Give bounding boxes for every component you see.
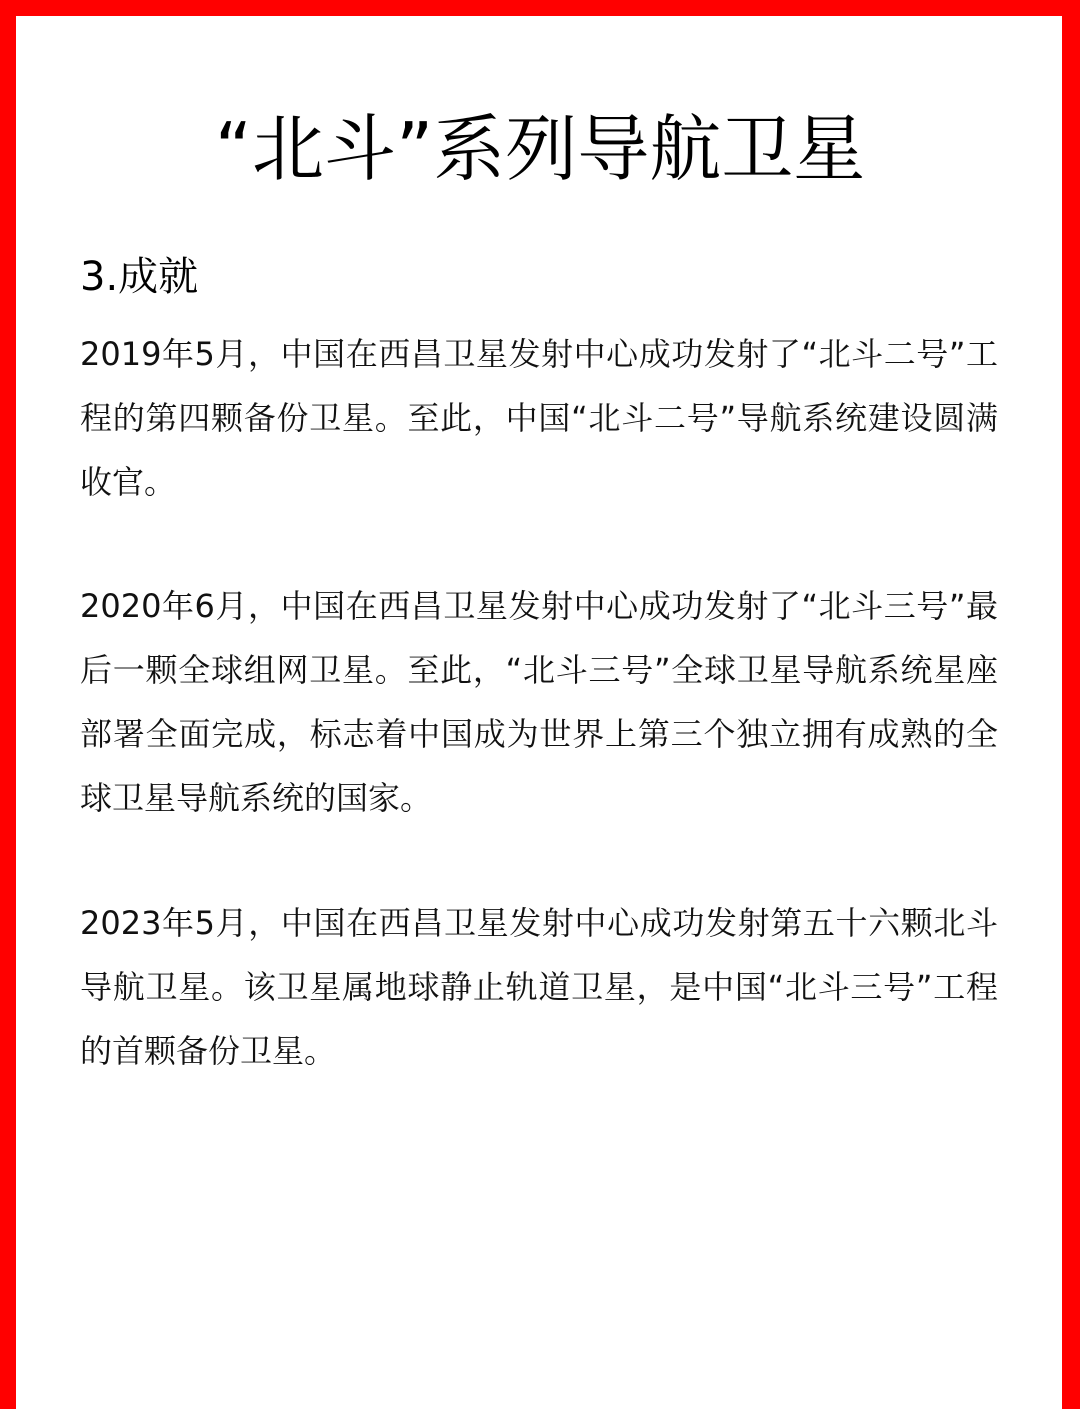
section-heading — [80, 250, 200, 304]
paragraph-2023: 2023年5月，中国在西昌卫星发射中心成功发射第五十六颗北斗导航卫星。该卫星属地球静止轨道卫星，是中国“北斗三号”工程的首颗备份卫星。 — [80, 904, 998, 1070]
heading-highlight — [80, 250, 200, 304]
paragraph-2020: 2020年6月，中国在西昌卫星发射中心成功发射了“北斗三号”最后一颗全球组网卫星。至此，“北斗三号”全球卫星导航系统星座部署全面完成，标志着中国成为世界上第三个独立拥有成熟的全球卫星导航系统的国家。 — [80, 587, 998, 817]
paragraph-2019: 2019年5月，中国在西昌卫星发射中心成功发射了“北斗二号”工程的第四颗备份卫星。至此，中国“北斗二号”导航系统建设圆满收官。 — [80, 335, 998, 501]
section-heading-text: 3.成就 — [80, 254, 199, 300]
page-title: “北斗”系列导航卫星 — [214, 107, 866, 191]
